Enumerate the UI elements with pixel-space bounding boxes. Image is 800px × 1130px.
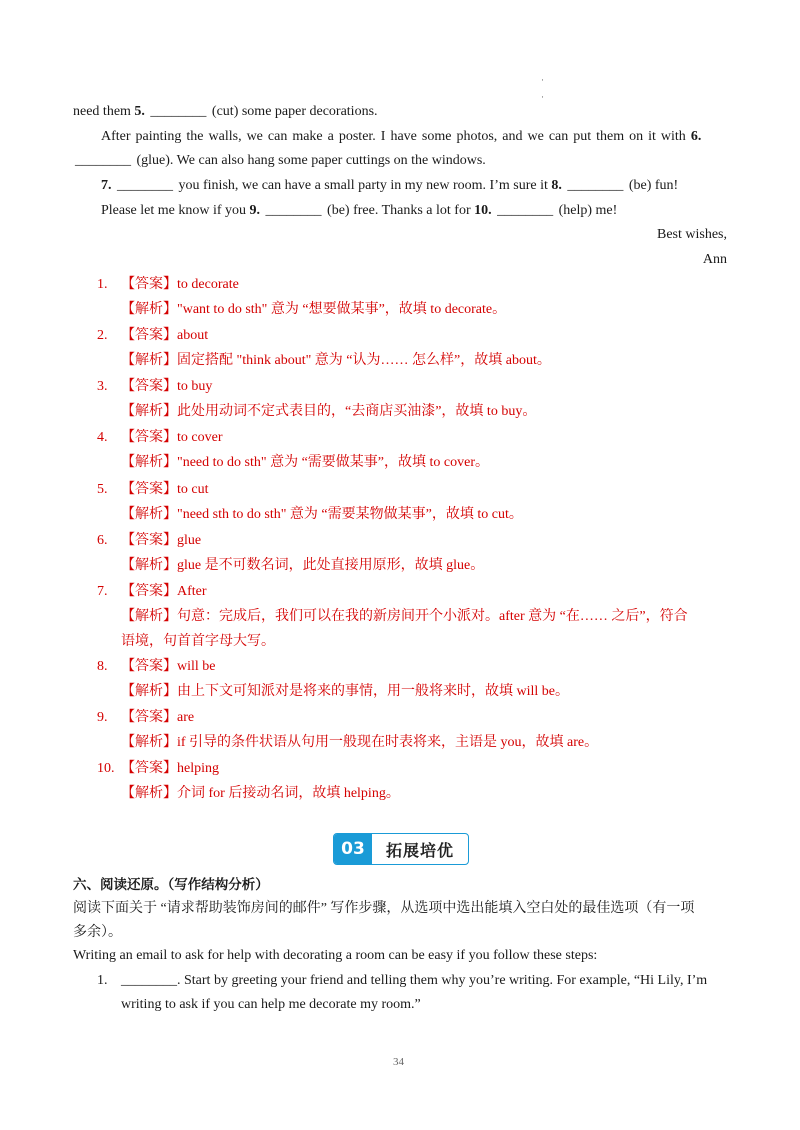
section-badge-label: 拓展培优 (385, 840, 454, 860)
instruction-line-2: 多余）。 (73, 925, 122, 940)
blank-9[interactable]: ________ (265, 203, 322, 218)
letter-line-1: need them 5. ________ (cut) some paper decorations. (73, 104, 378, 119)
item-1-line-2: writing to ask if you can help me decorate my room.” (121, 997, 421, 1012)
letter-line-4: 7. ________ you finish, we can have a small party in my new room. I’m sure it 8. ________ (be) fun! (101, 178, 679, 193)
blank-10[interactable]: ________ (497, 203, 554, 218)
blank-7[interactable]: ________ (117, 178, 173, 193)
letter-closing: Best wishes, (657, 227, 727, 242)
blank-8[interactable]: ________ (567, 178, 624, 193)
intro-text: Writing an email to ask for help with decorating a room can be easy if you follow these steps: (73, 948, 598, 963)
page-number: 34 (393, 1056, 404, 1068)
blank-5[interactable]: ________ (150, 104, 207, 119)
letter-line-5: Please let me know if you 9. ________ (be) free. Thanks a lot for 10. ________ (help) me! (101, 203, 618, 218)
section-heading: 六、阅读还原。（写作结构分析） (73, 877, 269, 893)
section-badge (333, 833, 469, 865)
item-number: 1. (97, 973, 108, 988)
letter-line-2: After painting the walls, we can make a poster. I have some photos, and we can put them on it with 6. (101, 129, 702, 144)
top-decoration-dots: · · (541, 75, 544, 102)
letter-signature: Ann (702, 252, 727, 267)
instruction-line-1: 阅读下面关于 “请求帮助装饰房间的邮件” 写作步骤，从选项中选出能填入空白处的最佳选项（有一项 (73, 901, 695, 916)
item-1-line-1: ________. Start by greeting your friend and telling them why you’re writing. For example, “Hi Lily, I’m (121, 973, 708, 988)
letter-line-3: ________ (glue). We can also hang some paper cuttings on the windows. (75, 153, 486, 168)
blank-6[interactable]: ________ (75, 153, 131, 168)
section-badge-number: 03 (334, 834, 372, 864)
